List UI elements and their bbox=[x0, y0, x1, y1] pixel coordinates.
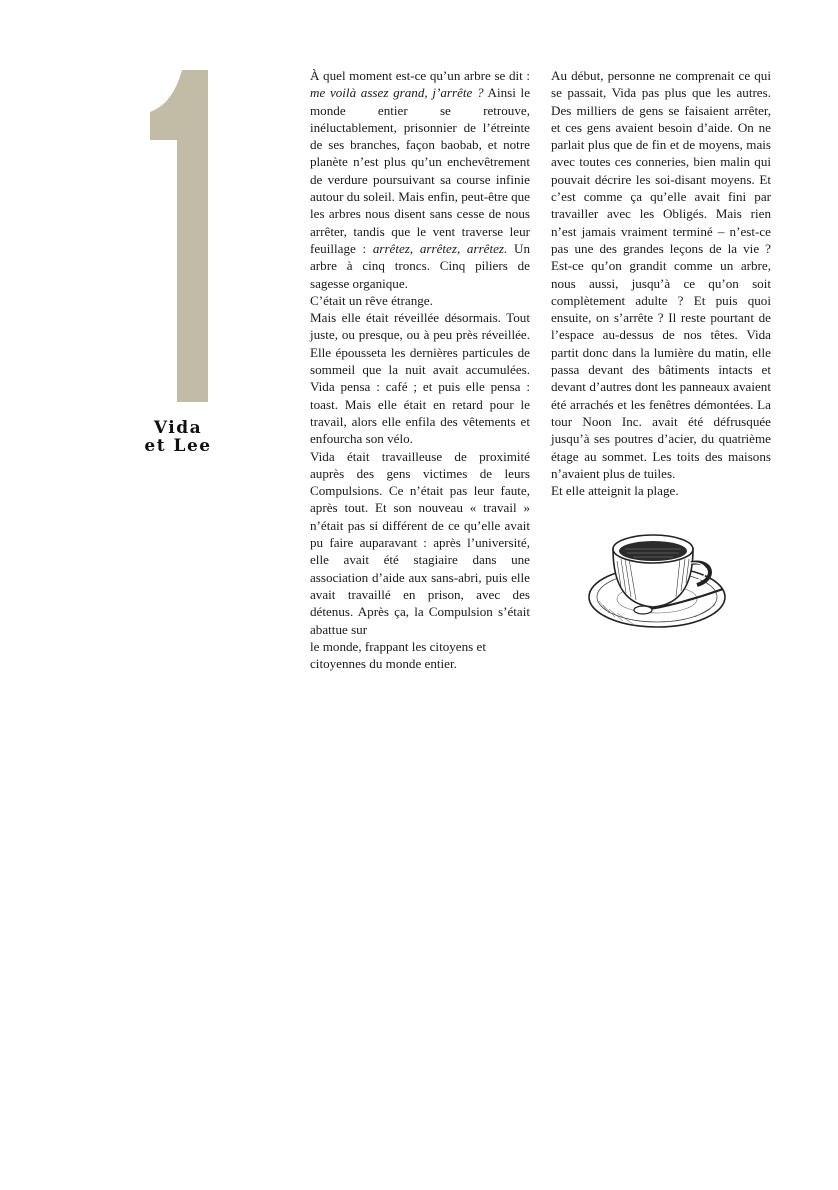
chapter-number-one-glyph bbox=[120, 30, 240, 410]
paragraph-6: Et elle atteignit la plage. bbox=[551, 483, 679, 499]
italic-text: arrêtez, arrêtez, arrêtez. bbox=[372, 240, 508, 256]
text-column-1 bbox=[310, 67, 530, 672]
text-run: Ainsi le monde entier se retrouve, inéluctablement, prisonnier de l’étreinte de ses branches, façon baobab, et notre planète n’est plus qu’un enchevêtrement de verdure poursuivant sa course infinie autour du soleil. Mais enfin, peut-être que les arbres nous disent sans cesse de nous arrêter, tandis que le vent traverse leur feuillage : bbox=[310, 85, 531, 256]
chapter-title bbox=[118, 419, 238, 455]
coffee-cup-illustration bbox=[585, 527, 730, 637]
chapter-title-line1: Vida bbox=[153, 418, 203, 438]
text-run: Un arbre à cinq troncs. Cinq piliers de sagesse organique. bbox=[310, 240, 530, 291]
coffee-cup-icon bbox=[585, 527, 730, 637]
chapter-number bbox=[120, 30, 240, 410]
paragraph-4-end-line-2: citoyennes du monde entier. bbox=[310, 656, 457, 672]
chapter-title-line2: et Lee bbox=[144, 436, 212, 456]
text-column-2 bbox=[551, 67, 771, 499]
paragraph-3: Mais elle était réveillée désormais. Tout juste, ou presque, ou à peu près réveillée. Elle épousseta les dernières particules de sommeil que la nuit avait accumulées. Vida pensa : café ; et puis elle pensa : toast. Mais elle était en retard pour le travail, alors elle enfila des vêtements et enfourcha son vélo. bbox=[310, 310, 530, 447]
paragraph-1 bbox=[310, 67, 530, 292]
italic-text: me voilà assez grand, j’arrête ? bbox=[310, 85, 484, 101]
paragraph-4-end-line-1: le monde, frappant les citoyens et bbox=[310, 638, 486, 654]
paragraph-2: C’était un rêve étrange. bbox=[310, 292, 433, 308]
text-run: À quel moment est-ce qu’un arbre se dit : bbox=[310, 68, 530, 83]
paragraph-5: Au début, personne ne comprenait ce qui se passait, Vida pas plus que les autres. Des milliers de gens se faisaient arrêter, et ces gens avaient besoin d’aide. On ne parlait plus que de fin et de moyens, mais avec toutes ces conneries, bien malin qui pouvait décrire les soi-disant moyens. Et c’est comme ça qu’elle avait fini par travailler avec les Obligés. Mais rien n’est jamais vraiment terminé – n’est-ce pas une des grandes leçons de la vie ? Est-ce qu’on grandit comme un arbre, nous aussi, jusqu’à ce qu’on soit complètement adulte ? Et puis quoi ensuite, on s’arrête ? Il reste pourtant de l’espace au-dessus de nos têtes. Vida partit donc dans la lumière du matin, elle passa devant des bâtiments intacts et devant d’autres dont les panneaux avaient été arrachés et les fenêtres démontées. La tour Noon Inc. avait été défrusquée jusqu’à ses poutres d’acier, du quatrième étage au sommet. Les toits des maisons n’avaient plus de tuiles. bbox=[551, 68, 771, 481]
paragraph-4: Vida était travailleuse de proximité auprès des gens victimes de leurs Compulsions. Ce n’était pas leur faute, après tout. Et son nouveau « travail » n’était pas si différent de ce qu’elle avait pu faire auparavant : après l’université, elle avait été stagiaire dans une association d’aide aux sans-abri, puis elle avait travaillé en prison, avec des détenus. Après ça, la Compulsion s’était abattue sur bbox=[310, 448, 530, 637]
